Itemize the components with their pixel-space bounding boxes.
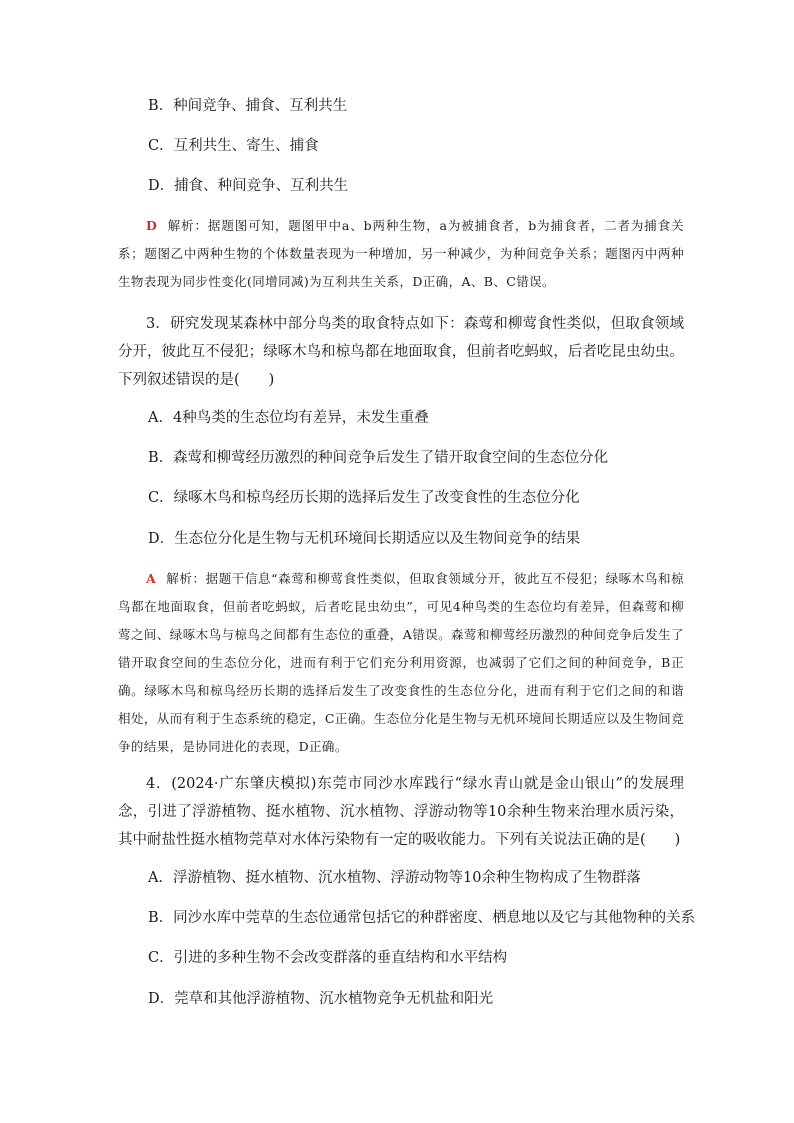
- q3-option-c: C．绿啄木鸟和椋鸟经历长期的选择后发生了改变食性的生态位分化: [148, 490, 580, 506]
- q3-option-d: D．生态位分化是生物与无机环境间长期适应以及生物间竞争的结果: [148, 531, 581, 547]
- q3-analysis: [118, 565, 684, 761]
- q4-stem: 4．(2024·广东肇庆模拟)东莞市同沙水库践行“绿水青山就是金山银山”的发展理念，引进了浮游植物、挺水植物、沉水植物、浮游动物等10余种生物来治理水质污染，其中耐盐性挺水植物莞草对水体污染物有一定的吸收能力。下列有关说法正确的是( ): [118, 776, 684, 848]
- q2-option-d: D．捕食、种间竞争、互利共生: [148, 178, 349, 194]
- q3-option-b: B．森莺和柳莺经历激烈的种间竞争后发生了错开取食空间的生态位分化: [148, 450, 609, 466]
- q3-option-a: A．4种鸟类的生态位均有差异，未发生重叠: [148, 410, 429, 426]
- q2-option-c: C．互利共生、寄生、捕食: [148, 138, 319, 154]
- q4-option-b: B．同沙水库中莞草的生态位通常包括它的种群密度、栖息地以及它与其他物种的关系: [148, 910, 696, 926]
- q3-analysis-text: 解析：据题干信息“森莺和柳莺食性类似，但取食领域分开，彼此互不侵犯；绿啄木鸟和椋鸟都在地面取食，但前者吃蚂蚁，后者吃昆虫幼虫”，可见4种鸟类的生态位均有差异，但森莺和柳莺之间、绿啄木鸟与椋鸟之间都有生态位的重叠，A错误。森莺和柳莺经历激烈的种间竞争后发生了错开取食空间的生态位分化，进而有利于它们充分利用资源，也减弱了它们之间的种间竞争，B正确。绿啄木鸟和椋鸟经历长期的选择后发生了改变食性的生态位分化，进而有利于它们之间的和谐相处，从而有利于生态系统的稳定，C正确。生态位分化是生物与无机环境间长期适应以及生物间竞争的结果，是协同进化的表现，D正确。: [118, 571, 684, 754]
- q2-analysis-text: 解析：据题图可知，题图甲中a、b两种生物，a为被捕食者，b为捕食者，二者为捕食关系；题图乙中两种生物的个体数量表现为一种增加，另一种减少，为种间竞争关系；题图丙中两种生物表现为同步性变化(同增同减)为互利共生关系，D正确，A、B、C错误。: [118, 218, 684, 289]
- q3-answer-letter: A: [146, 571, 157, 586]
- q4-option-c: C．引进的多种生物不会改变群落的垂直结构和水平结构: [148, 950, 508, 966]
- q3-stem: 3．研究发现某森林中部分鸟类的取食特点如下：森莺和柳莺食性类似，但取食领域分开，彼此互不侵犯；绿啄木鸟和椋鸟都在地面取食，但前者吃蚂蚁，后者吃昆虫幼虫。下列叙述错误的是( ): [118, 316, 684, 388]
- q4-option-d: D．莞草和其他浮游植物、沉水植物竞争无机盐和阳光: [148, 991, 494, 1007]
- q4-option-a: A．浮游植物、挺水植物、沉水植物、浮游动物等10余种生物构成了生物群落: [148, 870, 641, 886]
- q2-answer-letter: D: [146, 218, 158, 233]
- q2-analysis: [118, 212, 684, 296]
- q2-option-b: B．种间竞争、捕食、互利共生: [148, 98, 348, 114]
